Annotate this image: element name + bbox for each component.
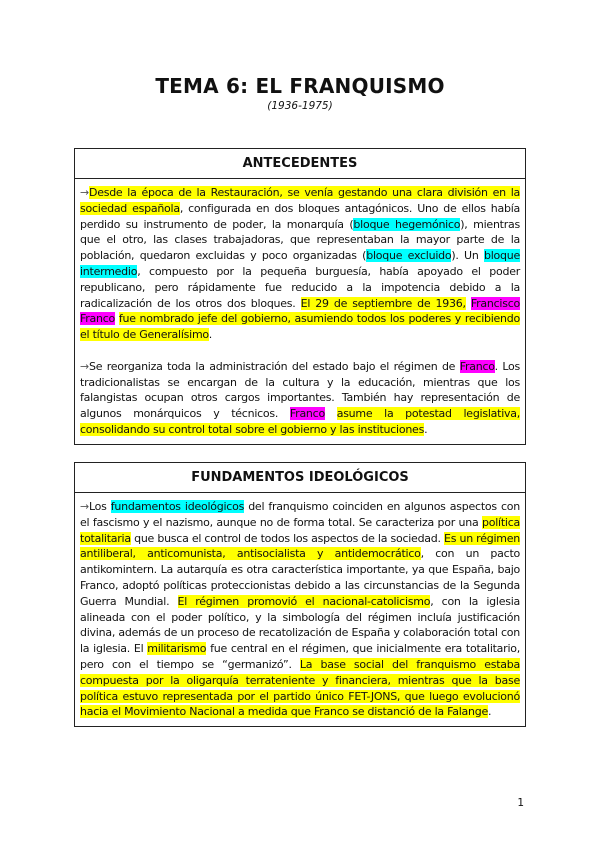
text-run bbox=[325, 407, 337, 420]
paragraph bbox=[80, 359, 520, 438]
text-run: . bbox=[424, 422, 428, 436]
section-body bbox=[75, 493, 525, 726]
arrow-icon: → bbox=[80, 500, 89, 513]
text-run: Se reorganiza toda la administración del estado bajo el régimen de bbox=[88, 359, 460, 373]
page-title: TEMA 6: EL FRANQUISMO bbox=[155, 74, 445, 98]
highlighted-text: asume la potestad legislativa, consolidando su control total sobre el gobierno y las instituciones bbox=[80, 407, 521, 436]
highlighted-text: bloque hegemónico bbox=[353, 217, 461, 231]
section-heading: ANTECEDENTES bbox=[75, 149, 525, 179]
highlighted-text: militarismo bbox=[147, 642, 207, 656]
section-fundamentos-ideologicos bbox=[74, 462, 526, 727]
section-antecedentes bbox=[74, 148, 526, 445]
paragraph bbox=[80, 185, 520, 343]
text-run: . bbox=[208, 328, 212, 342]
page-number: 1 bbox=[517, 797, 524, 809]
highlighted-text: Franco bbox=[289, 407, 325, 421]
text-run: ), mientras que el otro, las clases trabajadoras, que representaban la mayor parte de la población, quedaron excluidas y poco organizadas ( bbox=[80, 217, 520, 263]
section-heading: FUNDAMENTOS IDEOLÓGICOS bbox=[75, 463, 525, 493]
arrow-icon: → bbox=[80, 359, 89, 373]
highlighted-text: La base social del franquismo estaba compuesta por la oligarquía terrateniente y financiera, mientras que la base política estuvo representada por el partido único FET-JONS, que luego evolucionó hacia el Movimiento Nacional a medida que Franco se distanció de la Falange bbox=[80, 657, 520, 719]
text-run: , con un pacto antikomintern. La autarquía es otra característica importante, ya que España, bajo Franco, adoptó políticas proteccionistas debido a las circunstancias de la Segunda Guerra Mundial. bbox=[80, 547, 520, 608]
highlighted-text: fundamentos ideológicos bbox=[110, 500, 245, 513]
text-run: , configurada en dos bloques antagónicos. Uno de ellos había perdido su instrumento de poder, la monarquía ( bbox=[80, 201, 520, 231]
text-run: , con la iglesia alineada con el poder político, y la simbología del régimen incluía justificación divina, además de un proceso de recatolización de España y colaboración total con la iglesia. El bbox=[80, 594, 520, 656]
page-subtitle: (1936-1975) bbox=[267, 100, 333, 112]
text-run: que busca el control de todos los aspectos de la sociedad. bbox=[130, 531, 445, 545]
highlighted-text: bloque excluido bbox=[366, 249, 452, 263]
highlighted-text: El régimen promovió el nacional-catolicismo bbox=[177, 594, 431, 608]
text-run: Los bbox=[88, 500, 111, 513]
section-body bbox=[75, 179, 525, 444]
highlighted-text: Franco bbox=[459, 359, 495, 373]
highlighted-text: política totalitaria bbox=[80, 515, 520, 545]
highlighted-text: Francisco Franco bbox=[80, 296, 520, 326]
highlighted-text: bloque intermedio bbox=[80, 249, 520, 278]
paragraph bbox=[80, 499, 520, 720]
text-run: , compuesto por la pequeña burguesía, había apoyado el poder republicano, pero rápidamente fue reducido a la impotencia debido a la radicalización de los otros dos bloques. bbox=[80, 264, 520, 310]
text-run: . Los tradicionalistas se encargan de la cultura y la educación, mientras que los falangistas ocupan otros cargos importantes. También hay representación de algunos monárquicos y técnicos. bbox=[80, 359, 521, 421]
highlighted-text: fue nombrado jefe del gobierno, asumiendo todos los poderes y recibiendo el título de Generalísimo bbox=[80, 312, 520, 342]
highlighted-text: El 29 de septiembre de 1936, bbox=[300, 296, 466, 310]
text-run: del franquismo coinciden en algunos aspectos con el fascismo y el nazismo, aunque no de forma total. Se caracteriza por una bbox=[80, 500, 520, 529]
arrow-icon: → bbox=[80, 186, 89, 199]
text-run: ). Un bbox=[451, 249, 484, 263]
text-run: fue central en el régimen, que inicialmente era totalitario, pero con el tiempo se “germanizó”. bbox=[80, 642, 520, 671]
highlighted-text: Es un régimen antiliberal, anticomunista, antisocialista y antidemocrático bbox=[80, 531, 520, 561]
highlighted-text: Desde la época de la Restauración, se venía gestando una clara división en la sociedad española bbox=[80, 186, 520, 215]
text-run: . bbox=[488, 705, 492, 719]
